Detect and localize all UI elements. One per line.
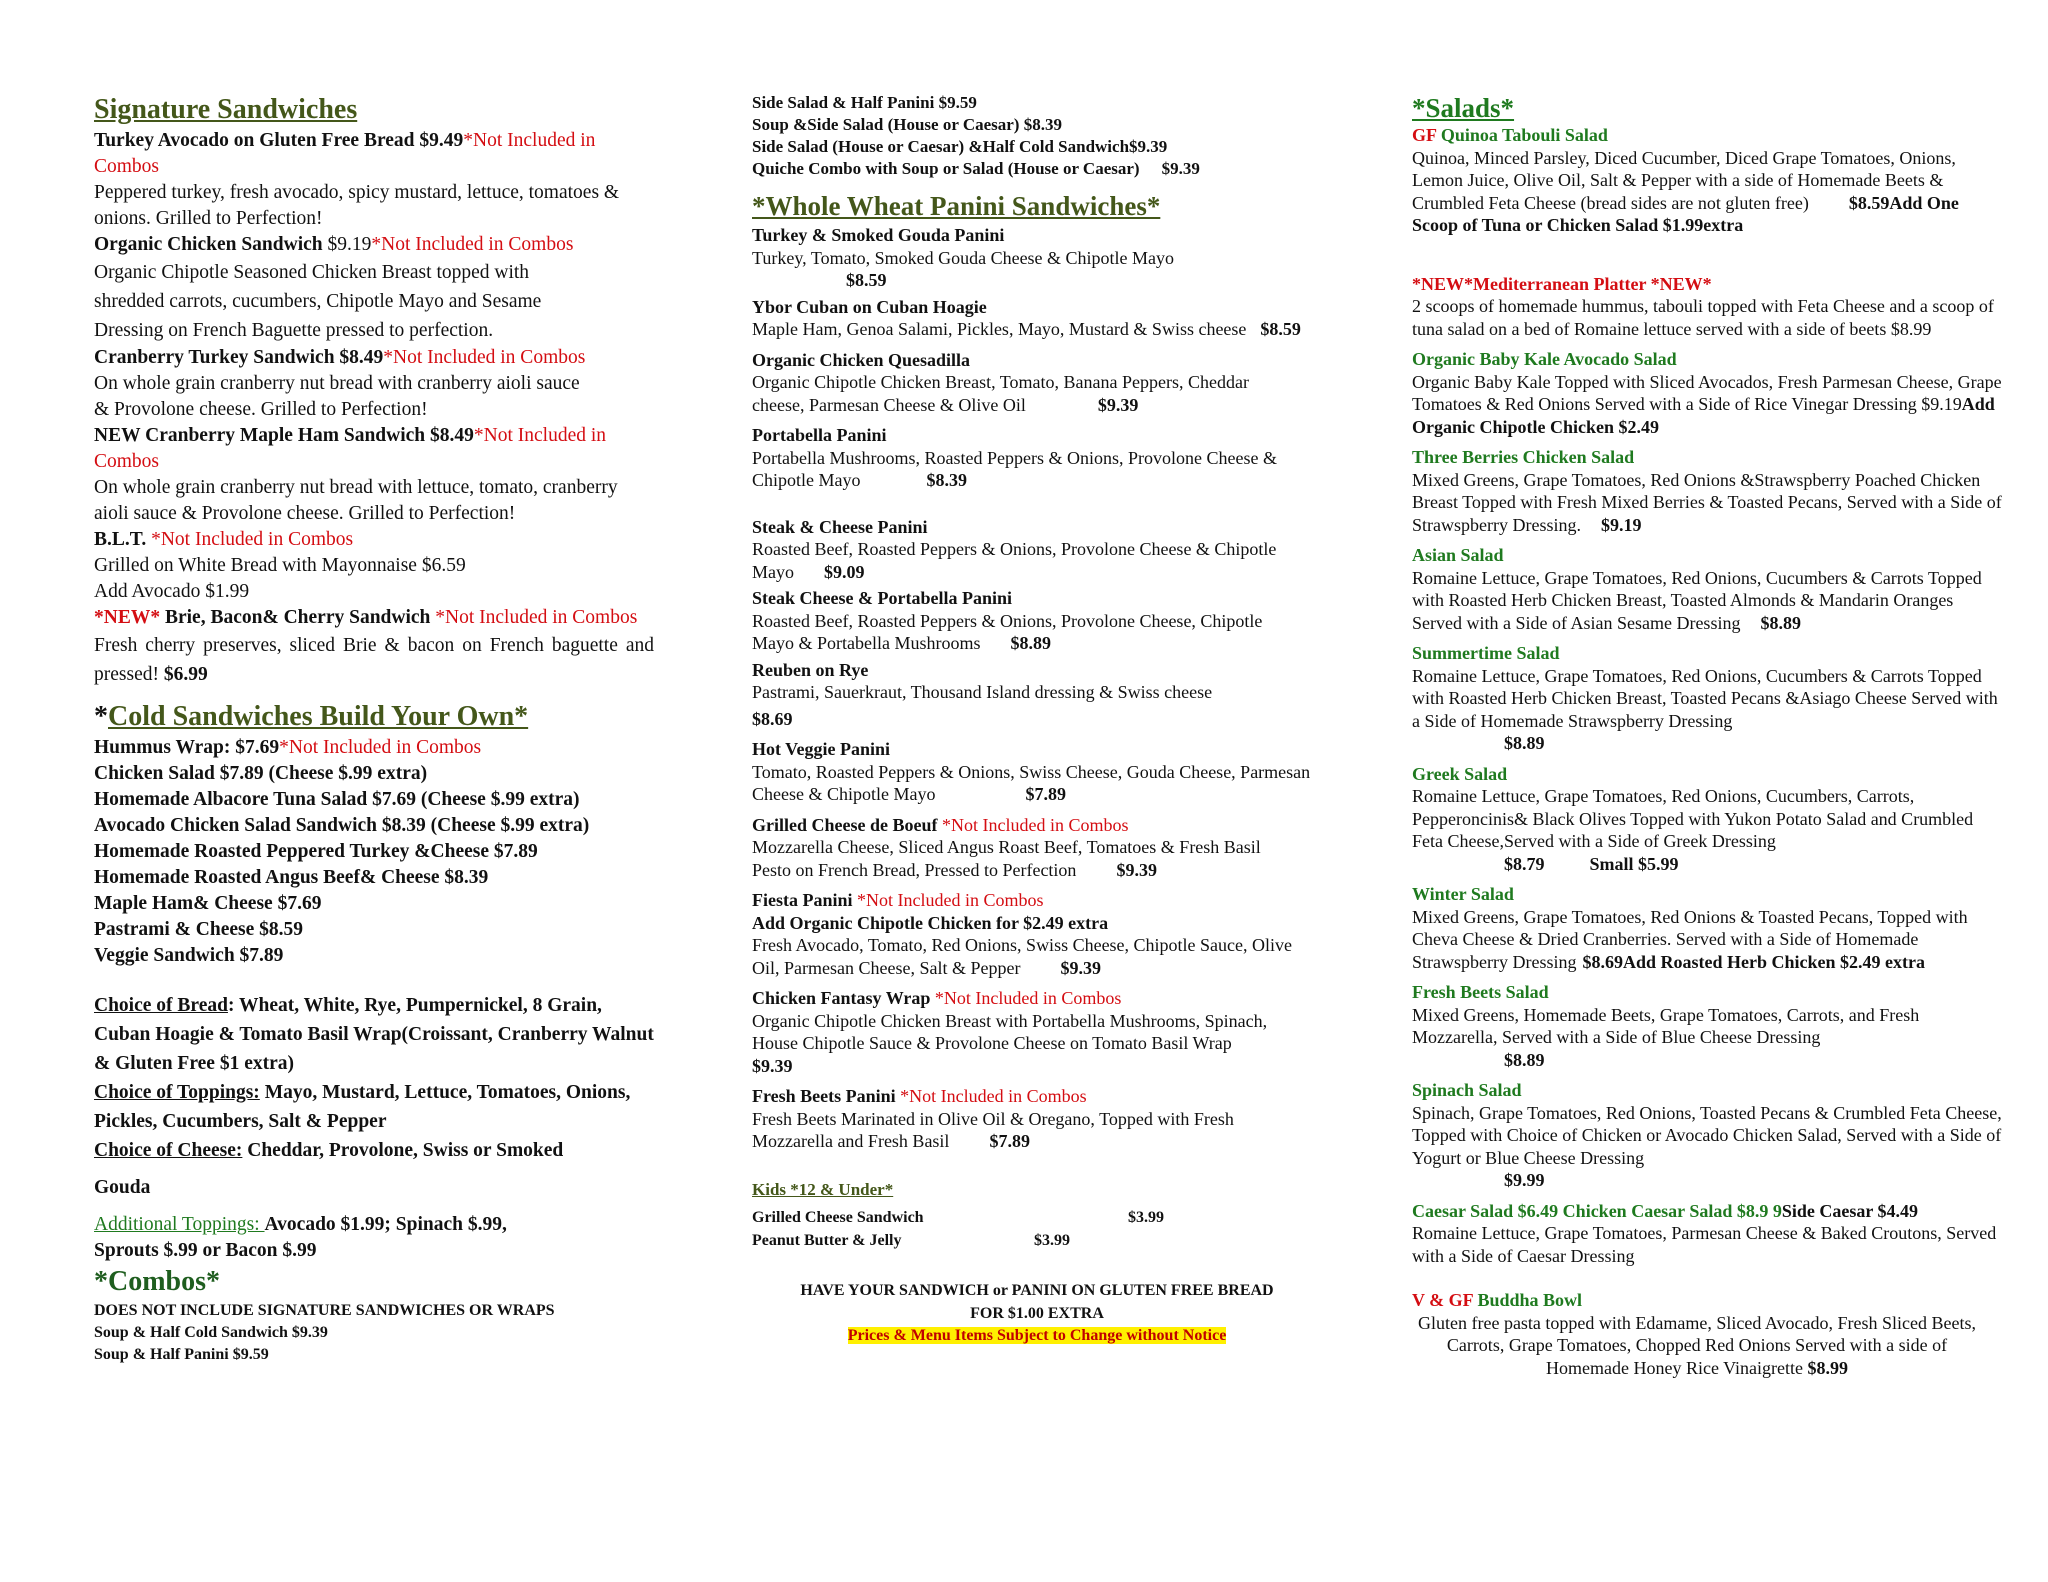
combo-list-cont xyxy=(752,92,1322,180)
cranberry-turkey-item: Cranberry Turkey Sandwich $8.49*Not Included in Combos xyxy=(94,347,586,368)
blt-desc1: Grilled on White Bread with Mayonnaise $6.59 xyxy=(94,555,466,576)
combos-title: *Combos* xyxy=(94,1266,221,1297)
cold-sandwich-list xyxy=(94,735,654,969)
cranberry-turkey-desc1: On whole grain cranberry nut bread with cranberry aioli sauce xyxy=(94,373,580,394)
cold-item-pastrami: Pastrami & Cheese $8.59 xyxy=(94,919,304,940)
price-change-notice: Prices & Menu Items Subject to Change without Notice xyxy=(847,1327,1227,1344)
turkey-avocado-desc: Peppered turkey, fresh avocado, spicy mustard, lettuce, tomatoes & onions. Grilled to Perfection! xyxy=(94,182,620,229)
combo-item: Side Salad (House or Caesar) &Half Cold Sandwich$9.39 xyxy=(752,137,1168,156)
salad-item-summertime: Summertime Salad Romaine Lettuce, Grape Tomatoes, Red Onions, Cucumbers & Carrots Topped with Roasted Herb Chicken Breast, Toasted Pecans &Asiago Cheese Served with a Side of Homemade Strawspberry Dressing $8.89 xyxy=(1412,643,1998,753)
panini-item: Reuben on Rye Pastrami, Sauerkraut, Thousand Island dressing & Swiss cheese $8.69 xyxy=(752,659,1213,729)
panini-list xyxy=(752,224,1322,1153)
panini-item: Steak & Cheese Panini Roasted Beef, Roasted Peppers & Onions, Provolone Cheese & Chipotle Mayo $9.09 xyxy=(752,516,1277,582)
panini-item: Fiesta Panini *Not Included in Combos Add Organic Chipotle Chicken for $2.49 extra Fresh Avocado, Tomato, Red Onions, Swiss Cheese, Chipotle Sauce, Olive Oil, Parmesan Cheese, Salt & Pepper $9.39 xyxy=(752,890,1293,978)
salad-item-greek: Greek Salad Romaine Lettuce, Grape Tomatoes, Red Onions, Cucumbers, Carrots, Pepperoncinis& Black Olives Topped with Yukon Potato Salad and Crumbled Feta Cheese,Served with a Side of Greek Dressing $8.79 Small $5.99 xyxy=(1412,763,1974,874)
combo-item: Soup & Half Cold Sandwich $9.39 xyxy=(94,1324,328,1341)
cold-sandwiches-title: *Cold Sandwiches Build Your Own* xyxy=(94,701,529,732)
salad-item-mediterranean: *NEW*Mediterranean Platter *NEW* 2 scoops of homemade hummus, tabouli topped with Feta Cheese and a scoop of tuna salad on a bed of Romaine lettuce served with a side of beets $8.99 xyxy=(1412,273,1994,339)
additional-toppings: Additional Toppings: Avocado $1.99; Spinach $.99, xyxy=(94,1214,507,1235)
organic-chicken-desc: Organic Chipotle Seasoned Chicken Breast topped with shredded carrots, cucumbers, Chipotle Mayo and Sesame Dressing on French Baguette pressed to perfection. xyxy=(94,262,542,341)
kids-item: Peanut Butter & Jelly $3.99 xyxy=(752,1231,1070,1249)
column-panini xyxy=(752,92,1322,1348)
panini-item: Chicken Fantasy Wrap *Not Included in Combos Organic Chipotle Chicken Breast with Portabella Mushrooms, Spinach, House Chipotle Sauce & Provolone Cheese on Tomato Basil Wrap$9.39 xyxy=(752,988,1268,1076)
turkey-avocado-item: Turkey Avocado on Gluten Free Bread $9.49*Not Included in Combos xyxy=(94,130,596,177)
combo-item: Side Salad & Half Panini $9.59 xyxy=(752,93,977,112)
cold-item-veggie: Veggie Sandwich $7.89 xyxy=(94,945,284,966)
choice-of-toppings: Choice of Toppings: Mayo, Mustard, Lettuce, Tomatoes, Onions, Pickles, Cucumbers, Salt & Pepper xyxy=(94,1082,631,1132)
kids-title: Kids *12 & Under* xyxy=(752,1179,894,1199)
cold-item-avocado-chicken: Avocado Chicken Salad Sandwich $8.39 (Cheese $.99 extra) xyxy=(94,815,590,836)
salad-item-quinoa: GF Quinoa Tabouli Salad Quinoa, Minced Parsley, Diced Cucumber, Diced Grape Tomatoes, Onions, Lemon Juice, Olive Oil, Salt & Pepper with a side of Homemade Beets & Crumbled Feta Cheese (bread sides are not gluten free) $8.59Add One Scoop of Tuna or Chicken Salad $1.99extra xyxy=(1412,125,1959,235)
panini-item: Fresh Beets Panini *Not Included in Combos Fresh Beets Marinated in Olive Oil & Oregano, Topped with Fresh Mozzarella and Fresh Basil $7.89 xyxy=(752,1086,1234,1151)
brie-item: *NEW* Brie, Bacon& Cherry Sandwich *Not Included in Combos xyxy=(94,607,638,628)
salad-item-caesar: Caesar Salad $6.49 Chicken Caesar Salad $8.9 9Side Caesar $4.49 Romaine Lettuce, Grape Tomatoes, Parmesan Cheese & Baked Croutons, Served with a Side of Caesar Dressing xyxy=(1412,1200,1997,1266)
salad-item-spinach: Spinach Salad Spinach, Grape Tomatoes, Red Onions, Toasted Pecans & Crumbled Feta Cheese, Topped with Choice of Chicken or Avocado Chicken Salad, Served with a Side of Yogurt or Blue Cheese Dressing $9.99 xyxy=(1412,1080,2002,1190)
panini-item: Portabella Panini Portabella Mushrooms, Roasted Peppers & Onions, Provolone Cheese & Chipotle Mayo $8.39 xyxy=(752,425,1277,490)
kids-item: Grilled Cheese Sandwich $3.99 xyxy=(752,1209,1164,1226)
choice-of-cheese-cont: Gouda xyxy=(94,1177,151,1198)
maple-ham-item: NEW Cranberry Maple Ham Sandwich $8.49*Not Included in Combos xyxy=(94,425,607,472)
panini-item: Grilled Cheese de Boeuf *Not Included in Combos Mozzarella Cheese, Sliced Angus Roast Beef, Tomatoes & Fresh Basil Pesto on French Bread, Pressed to Perfection $9.39 xyxy=(752,814,1261,880)
salad-item-buddha-bowl: V & GF Buddha Bowl Gluten free pasta topped with Edamame, Sliced Avocado, Fresh Sliced Beets, Carrots, Grape Tomatoes, Chopped Red Onions Served with a side of Homemade Honey Rice Vinaigrette $8.99 xyxy=(1412,1290,1977,1378)
salad-item-asian: Asian Salad Romaine Lettuce, Grape Tomatoes, Red Onions, Cucumbers & Carrots Topped with Roasted Herb Chicken Breast, Toasted Almonds & Mandarin Oranges Served with a Side of Asian Sesame Dressing $8.89 xyxy=(1412,545,1982,633)
combo-item: Quiche Combo with Soup or Salad (House or Caesar) $9.39 xyxy=(752,159,1200,178)
salads-title: *Salads* xyxy=(1412,93,1515,123)
salad-item-kale: Organic Baby Kale Avocado Salad Organic Baby Kale Topped with Sliced Avocados, Fresh Parmesan Cheese, Grape Tomatoes & Red Onions Served with a Side of Rice Vinegar Dressing $9.19Add Organic Chipotle Chicken $2.49 xyxy=(1412,349,2002,437)
cranberry-turkey-desc2: & Provolone cheese. Grilled to Perfection! xyxy=(94,399,428,420)
panini-item: Turkey & Smoked Gouda Panini Turkey, Tomato, Smoked Gouda Cheese & Chipotle Mayo $8.59 xyxy=(752,225,1175,290)
panini-item: Hot Veggie Panini Tomato, Roasted Peppers & Onions, Swiss Cheese, Gouda Cheese, Parmesan Cheese & Chipotle Mayo $7.89 xyxy=(752,739,1311,804)
signature-title: Signature Sandwiches xyxy=(94,94,358,125)
combo-item: Soup & Half Panini $9.59 xyxy=(94,1346,269,1363)
panini-title: *Whole Wheat Panini Sandwiches* xyxy=(752,191,1161,221)
brie-desc: Fresh cherry preserves, sliced Brie & bacon on French baguette and pressed! $6.99 xyxy=(94,635,654,685)
column-salads xyxy=(1412,92,2002,1379)
maple-ham-desc: On whole grain cranberry nut bread with lettuce, tomato, cranberry aioli sauce & Provolone cheese. Grilled to Perfection! xyxy=(94,477,618,524)
cold-item-tuna: Homemade Albacore Tuna Salad $7.69 (Cheese $.99 extra) xyxy=(94,789,580,810)
salad-item-fresh-beets: Fresh Beets Salad Mixed Greens, Homemade Beets, Grape Tomatoes, Carrots, and Fresh Mozzarella, Served with a Side of Blue Cheese Dressing $8.89 xyxy=(1412,982,1920,1070)
combo-item: Soup &Side Salad (House or Caesar) $8.39 xyxy=(752,115,1062,134)
cold-item-hummus: Hummus Wrap: $7.69*Not Included in Combos xyxy=(94,737,482,758)
column-signature-cold xyxy=(94,92,654,1366)
organic-chicken-item: Organic Chicken Sandwich $9.19*Not Included in Combos xyxy=(94,234,574,255)
salad-item-three-berries: Three Berries Chicken Salad Mixed Greens, Grape Tomatoes, Red Onions &Strawspberry Poached Chicken Breast Topped with Fresh Mixed Berries & Toasted Pecans, Served with a Side of Strawspberry Dressing. $9.19 xyxy=(1412,447,2002,535)
blt-item: B.L.T. *Not Included in Combos xyxy=(94,529,354,550)
blt-desc2: Add Avocado $1.99 xyxy=(94,581,250,602)
gluten-free-note: HAVE YOUR SANDWICH or PANINI ON GLUTEN FREE BREAD FOR $1.00 EXTRA Prices & Menu Items Subject to Change without Notice xyxy=(800,1282,1274,1344)
combos-heading: DOES NOT INCLUDE SIGNATURE SANDWICHES OR WRAPS xyxy=(94,1302,555,1319)
choice-of-cheese: Choice of Cheese: Cheddar, Provolone, Swiss or Smoked xyxy=(94,1140,564,1161)
panini-item: Ybor Cuban on Cuban Hoagie Maple Ham, Genoa Salami, Pickles, Mayo, Mustard & Swiss cheese $8.59 xyxy=(752,296,1301,339)
choice-of-bread: Choice of Bread: Wheat, White, Rye, Pumpernickel, 8 Grain, Cuban Hoagie & Tomato Basil Wrap(Croissant, Cranberry Walnut & Gluten Free $1 extra) xyxy=(94,995,654,1074)
additional-toppings-cont: Sprouts $.99 or Bacon $.99 xyxy=(94,1240,317,1261)
salad-item-winter: Winter Salad Mixed Greens, Grape Tomatoes, Red Onions & Toasted Pecans, Topped with Cheva Cheese & Dried Cranberries. Served with a Side of Homemade Strawspberry Dressing $8.69Add Roasted Herb Chicken $2.49 extra xyxy=(1412,884,1968,972)
cold-item-beef: Homemade Roasted Angus Beef& Cheese $8.39 xyxy=(94,867,489,888)
cold-item-ham: Maple Ham& Cheese $7.69 xyxy=(94,893,322,914)
cold-item-turkey: Homemade Roasted Peppered Turkey &Cheese $7.89 xyxy=(94,841,538,862)
cold-item-chicken-salad: Chicken Salad $7.89 (Cheese $.99 extra) xyxy=(94,763,428,784)
panini-item: Organic Chicken Quesadilla Organic Chipotle Chicken Breast, Tomato, Banana Peppers, Cheddar cheese, Parmesan Cheese & Olive Oil $9.39 xyxy=(752,349,1249,415)
panini-item: Steak Cheese & Portabella Panini Roasted Beef, Roasted Peppers & Onions, Provolone Cheese, Chipotle Mayo & Portabella Mushrooms $8.89 xyxy=(752,588,1263,653)
